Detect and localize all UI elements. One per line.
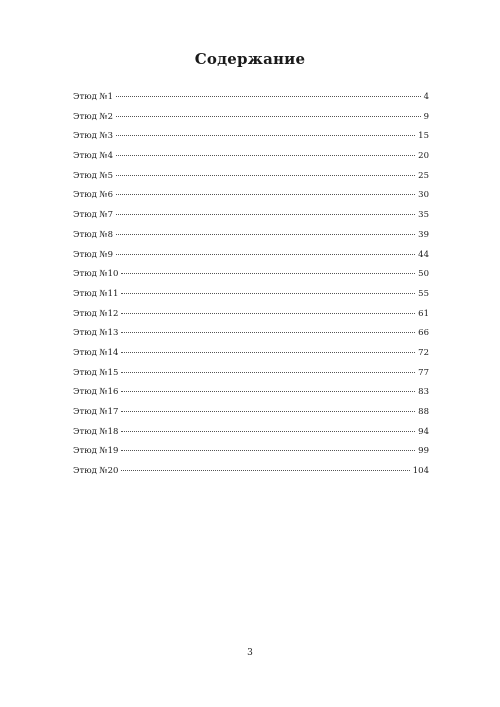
toc-entry-label: Этюд №12 [73,308,119,319]
toc-dot-leader [121,273,415,274]
toc-dot-leader [121,332,415,333]
toc-dot-leader [121,293,415,294]
toc-entry-label: Этюд №14 [73,347,119,358]
toc-entry-label: Этюд №20 [73,466,119,477]
toc-entry-page: 35 [418,210,429,221]
toc-entry-page: 4 [423,92,429,102]
toc-entry[interactable] [73,383,429,403]
toc-dot-leader [121,352,415,353]
toc-entry[interactable] [73,403,429,423]
toc-dot-leader [116,194,415,195]
toc-entry-label: Этюд №1 [73,92,113,102]
toc-entry[interactable] [73,127,429,147]
toc-entry[interactable] [73,285,429,305]
toc-entry[interactable] [73,206,429,226]
toc-entry-label: Этюд №2 [73,111,113,122]
toc-entry[interactable] [73,167,429,187]
toc-dot-leader [121,450,415,451]
toc-entry-label: Этюд №5 [73,170,113,181]
toc-entry[interactable] [73,305,429,325]
toc-entry-page: 83 [418,387,429,398]
toc-entry-page: 20 [418,151,429,162]
toc-entry-page: 72 [418,347,429,358]
toc-entry[interactable] [73,186,429,206]
toc-dot-leader [121,313,415,314]
toc-entry-page: 50 [418,269,429,280]
toc-entry-label: Этюд №3 [73,131,113,142]
toc-entry-page: 30 [418,190,429,201]
toc-entry[interactable] [73,265,429,285]
toc-dot-leader [116,155,415,156]
toc-dot-leader [121,372,415,373]
toc-entry-page: 61 [418,308,429,319]
toc-entry-page: 25 [418,170,429,181]
toc-dot-leader [116,96,421,97]
toc-dot-leader [116,214,415,215]
toc-entry-label: Этюд №11 [73,288,119,299]
table-of-contents [73,88,429,482]
toc-dot-leader [116,135,415,136]
toc-dot-leader [116,234,415,235]
toc-dot-leader [121,391,415,392]
toc-entry-label: Этюд №13 [73,328,119,339]
toc-entry[interactable] [73,108,429,128]
toc-entry[interactable] [73,246,429,266]
toc-entry[interactable] [73,226,429,246]
toc-dot-leader [121,470,409,471]
toc-entry[interactable] [73,324,429,344]
toc-entry-page: 77 [418,367,429,378]
toc-entry[interactable] [73,462,429,482]
toc-entry-page: 66 [418,328,429,339]
toc-entry-label: Этюд №4 [73,151,113,162]
toc-entry[interactable] [73,364,429,384]
toc-entry-label: Этюд №15 [73,367,119,378]
toc-entry-page: 104 [412,466,429,477]
toc-entry-page: 44 [418,249,429,260]
toc-entry-label: Этюд №6 [73,190,113,201]
toc-entry[interactable] [73,344,429,364]
toc-entry[interactable] [73,442,429,462]
toc-entry-page: 39 [418,229,429,240]
toc-entry[interactable] [73,147,429,167]
toc-entry-page: 55 [418,288,429,299]
toc-entry[interactable] [73,88,429,108]
page-title: Содержание [194,50,306,68]
toc-entry-page: 9 [423,111,429,122]
toc-entry-label: Этюд №18 [73,426,119,437]
toc-entry[interactable] [73,423,429,443]
toc-entry-page: 94 [418,426,429,437]
toc-dot-leader [116,254,415,255]
toc-dot-leader [116,116,421,117]
toc-entry-label: Этюд №10 [73,269,119,280]
toc-entry-page: 15 [418,131,429,142]
toc-entry-page: 88 [418,407,429,417]
toc-entry-label: Этюд №7 [73,210,113,221]
toc-entry-page: 99 [418,446,429,457]
page-number: 3 [247,648,253,658]
toc-entry-label: Этюд №9 [73,249,113,260]
toc-entry-label: Этюд №19 [73,446,119,457]
toc-dot-leader [121,411,415,412]
toc-entry-label: Этюд №17 [73,407,119,417]
toc-entry-label: Этюд №8 [73,229,113,240]
toc-dot-leader [121,431,415,432]
toc-dot-leader [116,175,415,176]
toc-entry-label: Этюд №16 [73,387,119,398]
